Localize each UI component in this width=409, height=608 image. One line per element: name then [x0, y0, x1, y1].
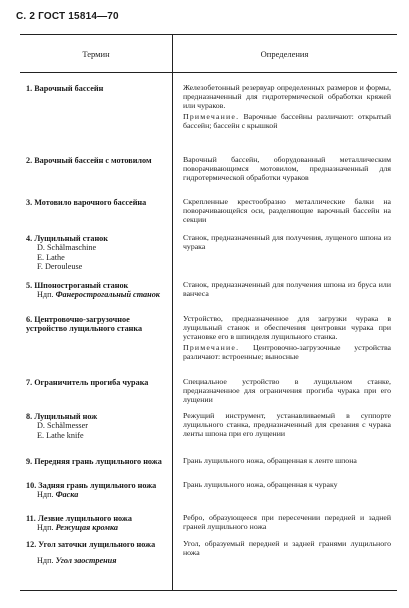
term-8	[26, 412, 166, 440]
term-12-ndp	[26, 556, 166, 565]
definition-11-text: Ребро, образующееся при пересечении передней и задней граней лущильного ножа	[183, 513, 391, 531]
term-12	[26, 540, 166, 566]
note-text: Центровочно-загрузочные устройства различают: встроенные; выносные	[183, 342, 392, 361]
term-11	[26, 514, 166, 533]
definition-8	[183, 412, 391, 439]
definition-1-note	[183, 113, 391, 131]
definition-9	[183, 457, 391, 466]
definition-8-text: Режущий инструмент, устанавливаемый в суппорте лущильного станка, предназначенный для срезания с чурака ленты шпона при его лущении	[183, 411, 391, 438]
table-top-rule	[20, 34, 397, 35]
term-3	[26, 198, 166, 207]
definition-3	[183, 198, 391, 225]
definition-1-text: Железобетонный резервуар определенных размеров и формы, предназначенный для гидротермической обработки кряжей или чураков.	[183, 83, 391, 110]
definition-12	[183, 540, 391, 558]
term-6	[26, 315, 166, 334]
term-12-name: 12. Угол заточки лущильного ножа	[26, 540, 156, 549]
term-1	[26, 84, 166, 93]
term-4	[26, 234, 166, 271]
term-7	[26, 378, 166, 387]
ndp-label: Ндп.	[37, 523, 54, 533]
term-2	[26, 156, 166, 165]
definition-12-text: Угол, образуемый передней и задней гранями лущильного ножа	[183, 539, 391, 557]
note-label: Примечание.	[183, 111, 240, 121]
term-4-german: D. Schälmaschine	[37, 243, 97, 253]
column-header-term: Термин	[82, 49, 110, 59]
definition-5-text: Станок, предназначенный для получения шпона из бруса или ванчеса	[183, 280, 391, 298]
term-4-english: E. Lathe	[37, 252, 65, 262]
definition-4	[183, 234, 391, 252]
ndp-term: Режущая кромка	[55, 523, 118, 533]
term-4-name: 4. Лущильный станок	[26, 234, 108, 243]
term-11-name: 11. Лезвие лущильного ножа	[26, 514, 132, 523]
definition-10	[183, 481, 391, 490]
table-column-divider	[172, 34, 173, 590]
term-7-name: 7. Ограничитель прогиба чурака	[26, 378, 149, 387]
term-10-ndp	[26, 490, 166, 499]
note-label: Примечание.	[183, 342, 240, 352]
definition-6-note	[183, 344, 391, 362]
term-1-name: 1. Варочный бассейн	[26, 84, 104, 93]
definition-9-text: Грань лущильного ножа, обращенная к ленте шпона	[183, 456, 357, 465]
ndp-label: Ндп.	[37, 556, 54, 566]
table-header-rule	[20, 72, 397, 73]
term-8-english: E. Lathe knife	[37, 430, 84, 440]
term-10	[26, 481, 166, 500]
note-text: Варочные бассейны различают: открытый бассейн; бассейн с крышкой	[183, 111, 392, 130]
ndp-term: Фаска	[55, 490, 79, 500]
ndp-term: Фанерострогальный станок	[55, 290, 160, 300]
term-9	[26, 457, 166, 466]
term-5	[26, 281, 166, 300]
definition-6	[183, 315, 391, 361]
term-3-name: 3. Мотовило варочного бассейна	[26, 198, 147, 207]
definition-2	[183, 156, 391, 183]
definition-5	[183, 281, 391, 299]
term-5-name: 5. Шпоностроганый станок	[26, 281, 129, 290]
term-8-name: 8. Лущильный нож	[26, 412, 98, 421]
term-2-name: 2. Варочный бассейн с мотовилом	[26, 156, 152, 165]
definition-6-text: Устройство, предназначенное для загрузки чурака в лущильный станок и обеспечения центровки чурака при установке его в шпинделя лущильного станка.	[183, 314, 391, 341]
definition-2-text: Варочный бассейн, оборудованный металлическим поворачивающимся мотовилом, предназначенный для гидротермической обработки чураков	[183, 155, 391, 182]
definition-10-text: Грань лущильного ножа, обращенная к чураку	[183, 480, 338, 489]
column-header-definition: Определения	[260, 49, 309, 59]
definition-3-text: Скрепленные крестообразно металлические балки на поворачивающейся оси, разделяющие варочный бассейн на секции	[183, 197, 391, 224]
term-9-name: 9. Передняя грань лущильного ножа	[26, 457, 162, 466]
term-4-french: F. Derouleuse	[37, 262, 83, 272]
table-bottom-rule	[20, 590, 397, 591]
definition-7-text: Специальное устройство в лущильном станке, предназначенное для ограничения прогиба чурака при его лущении	[183, 377, 391, 404]
ndp-term: Угол заострения	[55, 556, 117, 566]
term-11-ndp	[26, 523, 166, 532]
ndp-label: Ндп.	[37, 290, 54, 300]
definition-11	[183, 514, 391, 532]
term-8-german: D. Schälmesser	[37, 421, 88, 431]
term-6-name: 6. Центровочно-загрузочное устройство лущильного станка	[26, 315, 143, 334]
ndp-label: Ндп.	[37, 490, 54, 500]
definition-4-text: Станок, предназначенный для получения, лущеного шпона из чурака	[183, 233, 391, 251]
term-10-name: 10. Задняя грань лущильного ножа	[26, 481, 157, 490]
term-5-ndp	[26, 290, 166, 299]
definition-7	[183, 378, 391, 405]
definition-1	[183, 84, 391, 130]
page-header: С. 2 ГОСТ 15814—70	[16, 11, 119, 22]
